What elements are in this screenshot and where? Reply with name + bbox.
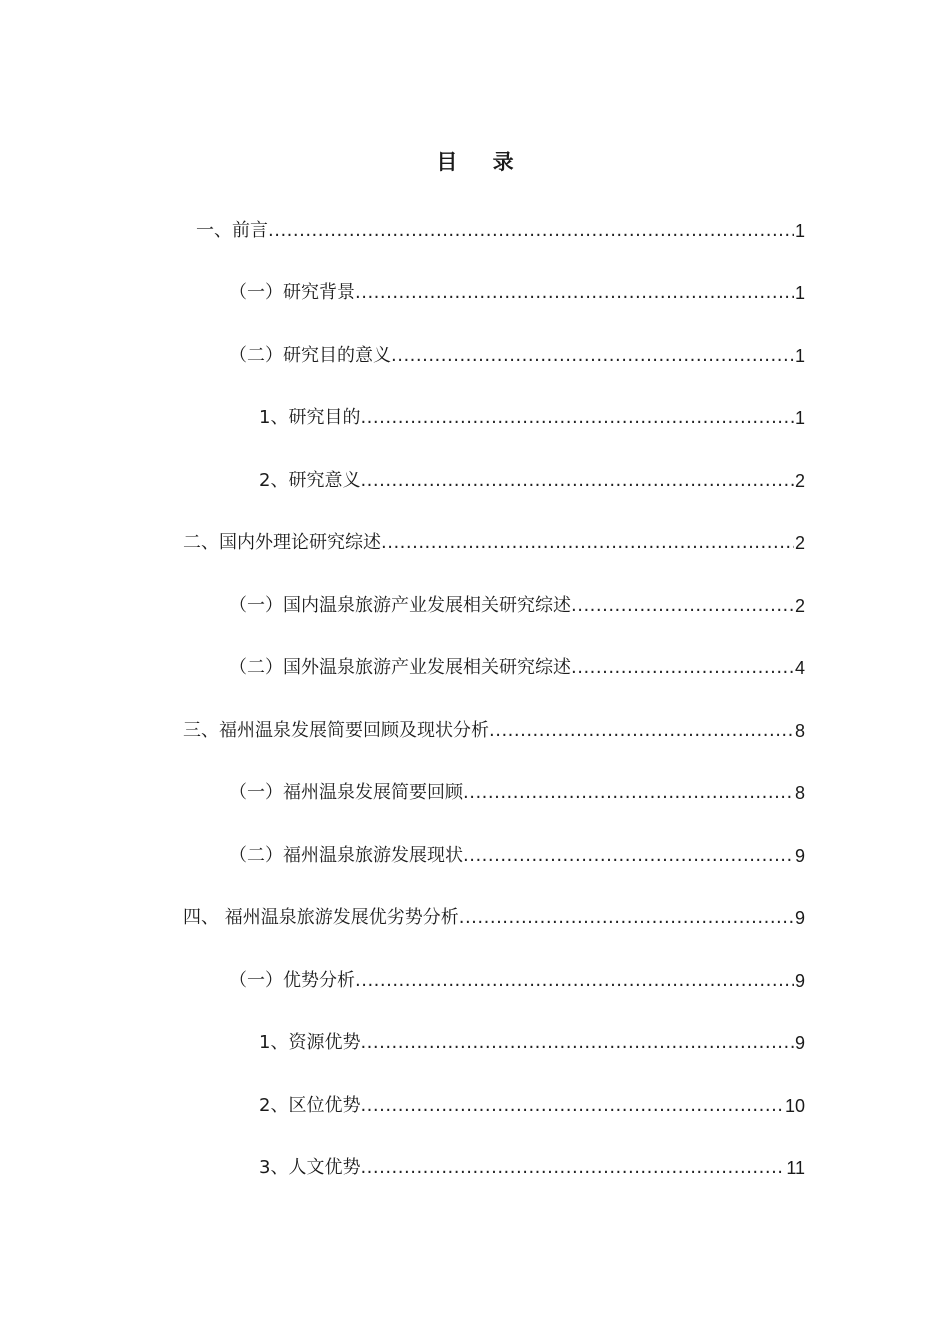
toc-entry[interactable]	[183, 703, 805, 743]
toc-entry-text: 1、研究目的	[259, 407, 361, 428]
toc-page-number: 2	[794, 471, 805, 491]
toc-page-number: 9	[794, 1033, 805, 1053]
toc-entry[interactable]	[229, 953, 805, 993]
toc-page-number: 2	[794, 533, 805, 553]
toc-entry[interactable]	[229, 265, 805, 305]
toc-dot-leader	[571, 656, 794, 680]
toc-page-number: 8	[794, 721, 805, 741]
toc-page-number: 11	[786, 1158, 805, 1178]
toc-entry-text: （一）国内温泉旅游产业发展相关研究综述	[229, 595, 571, 616]
toc-page-number: 9	[794, 971, 805, 991]
toc-entry[interactable]	[183, 515, 805, 555]
toc-entry[interactable]	[229, 578, 805, 618]
toc-page-number: 9	[794, 908, 805, 928]
toc-dot-leader	[360, 1031, 794, 1055]
toc-entry[interactable]	[259, 453, 805, 493]
toc-entry-text: 四、 福州温泉旅游发展优劣势分析	[183, 907, 459, 928]
toc-dot-leader	[391, 344, 794, 368]
toc-page-number: 1	[794, 283, 805, 303]
toc-dot-leader	[381, 531, 794, 555]
toc-page-number: 1	[794, 221, 805, 241]
toc-entry-text: 三、福州温泉发展简要回顾及现状分析	[183, 720, 489, 741]
toc-page-number: 1	[794, 408, 805, 428]
toc-entry-text: （二）研究目的意义	[229, 345, 391, 366]
toc-dot-leader	[463, 844, 794, 868]
toc-dot-leader	[355, 969, 794, 993]
toc-entry[interactable]	[183, 890, 805, 930]
toc-dot-leader	[489, 719, 794, 743]
toc-page-number: 4	[794, 658, 805, 678]
toc-entry[interactable]	[229, 328, 805, 368]
toc-dot-leader	[459, 906, 794, 930]
toc-entry-text: 2、区位优势	[259, 1095, 361, 1116]
toc-entry[interactable]	[259, 1078, 805, 1118]
toc-dot-leader	[571, 594, 794, 618]
toc-entry[interactable]	[229, 640, 805, 680]
toc-page-number: 2	[794, 596, 805, 616]
toc-entry[interactable]	[229, 765, 805, 805]
toc-dot-leader	[360, 1094, 784, 1118]
toc-title: 目 录	[436, 150, 528, 174]
toc-page-number: 9	[794, 846, 805, 866]
toc-entry-text: （二）国外温泉旅游产业发展相关研究综述	[229, 657, 571, 678]
toc-entry-text: 二、国内外理论研究综述	[183, 532, 381, 553]
toc-entry-text: 1、资源优势	[259, 1032, 361, 1053]
toc-entry-text: （一）福州温泉发展简要回顾	[229, 782, 463, 803]
toc-dot-leader	[360, 469, 794, 493]
toc-entry[interactable]	[259, 390, 805, 430]
toc-page-number: 1	[794, 346, 805, 366]
toc-entry-text: （二）福州温泉旅游发展现状	[229, 845, 463, 866]
toc-dot-leader	[268, 219, 794, 243]
toc-entry-text: 2、研究意义	[259, 470, 361, 491]
toc-entry-text: 一、前言	[196, 220, 268, 241]
toc-entry[interactable]	[196, 203, 805, 243]
toc-entry-text: （一）研究背景	[229, 282, 355, 303]
toc-dot-leader	[360, 406, 794, 430]
toc-entry-text: （一）优势分析	[229, 970, 355, 991]
toc-entry[interactable]	[259, 1140, 805, 1180]
toc-entry[interactable]	[229, 828, 805, 868]
toc-page-number: 10	[784, 1096, 805, 1116]
toc-dot-leader	[360, 1156, 785, 1180]
toc-dot-leader	[463, 781, 794, 805]
toc-dot-leader	[355, 281, 794, 305]
toc-page-number: 8	[794, 783, 805, 803]
toc-entry[interactable]	[259, 1015, 805, 1055]
toc-entry-text: 3、人文优势	[259, 1157, 361, 1178]
